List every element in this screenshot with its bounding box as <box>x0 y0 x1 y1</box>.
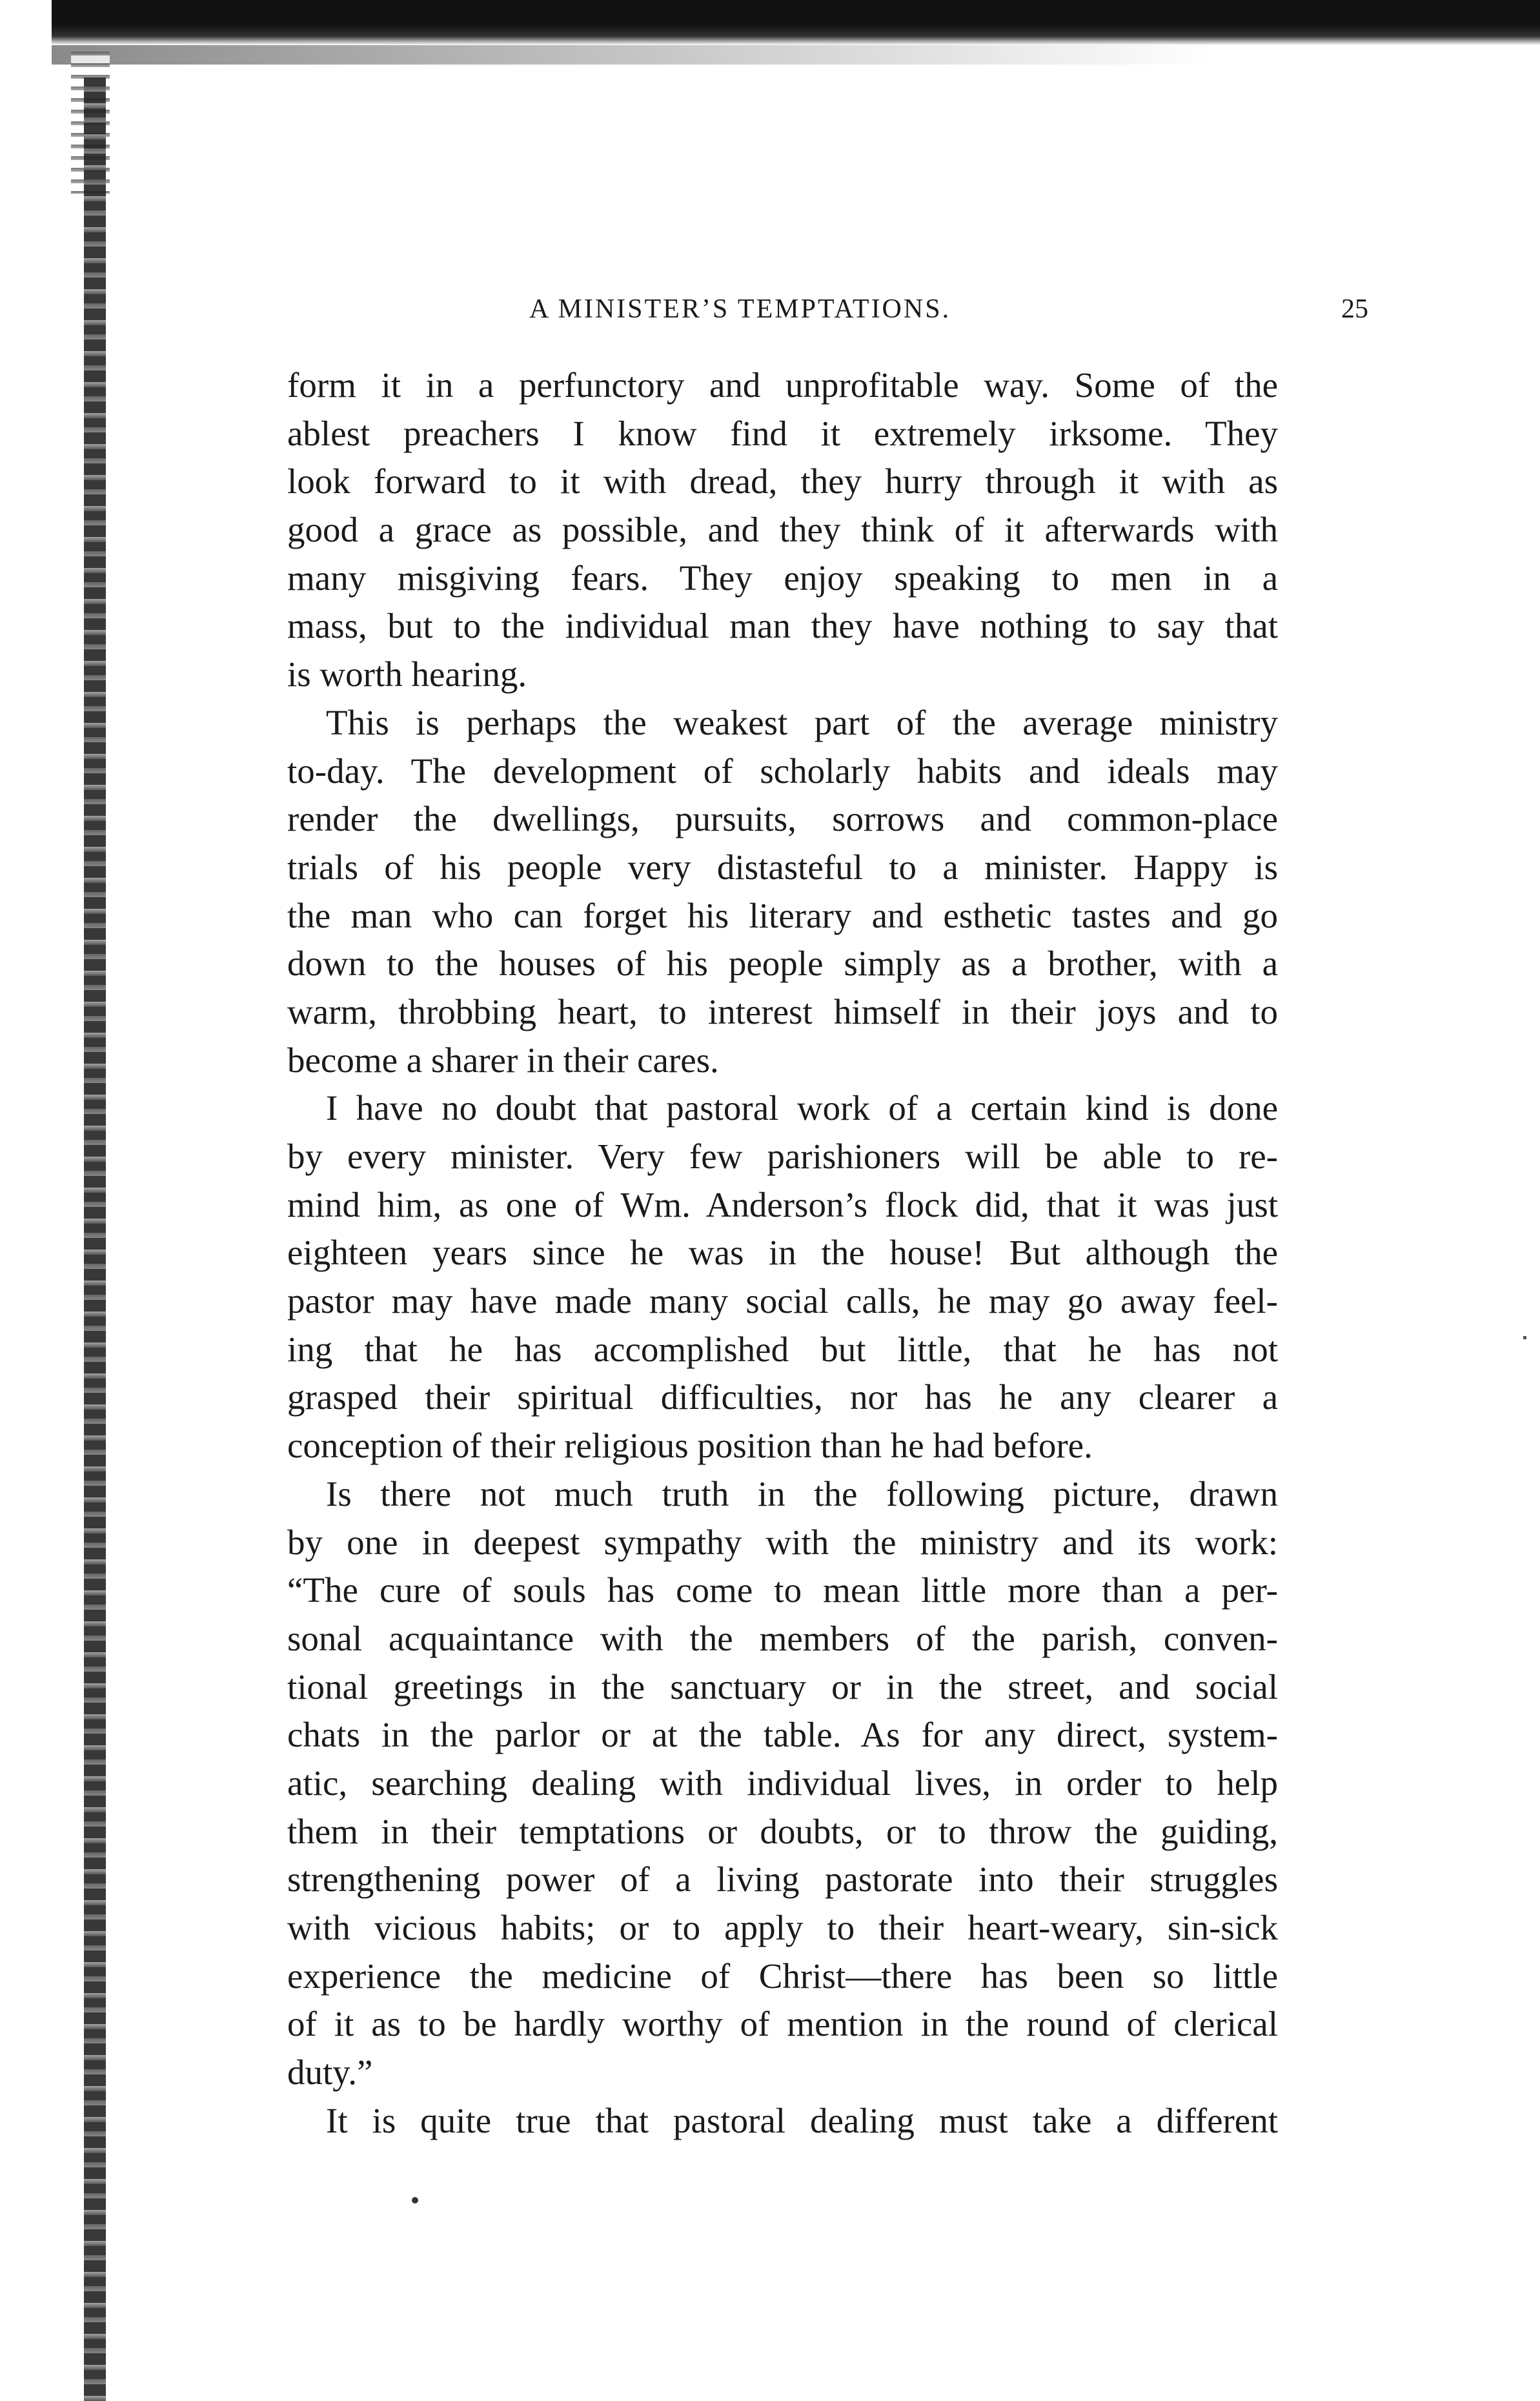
text-line: look forward to it with dread, they hurry through it with as <box>287 461 1278 501</box>
running-head: A MINISTER’S TEMPTATIONS. <box>529 294 951 324</box>
text-line: “The cure of souls has come to mean little more than a per- <box>287 1570 1278 1610</box>
page-number: 25 <box>1341 294 1368 324</box>
text-line: to-day. The development of scholarly habits and ideals may <box>287 751 1278 791</box>
text-line: many misgiving fears. They enjoy speaking to men in a <box>287 558 1278 598</box>
ink-speck <box>412 2197 418 2203</box>
scan-top-shadow <box>52 45 1213 65</box>
text-line: by one in deepest sympathy with the ministry and its work: <box>287 1522 1278 1562</box>
paragraph-1 <box>287 361 1278 699</box>
text-line: experience the medicine of Christ—there has been so little <box>287 1956 1278 1996</box>
text-line: mind him, as one of Wm. Anderson’s flock did, that it was just <box>287 1184 1278 1224</box>
text-line: This is perhaps the weakest part of the average ministry <box>326 702 1278 742</box>
scan-top-border <box>52 0 1540 45</box>
text-line: become a sharer in their cares. <box>287 1040 719 1080</box>
text-line: atic, searching dealing with individual lives, in order to help <box>287 1763 1278 1803</box>
text-line: It is quite true that pastoral dealing must take a different <box>326 2100 1278 2140</box>
text-line: I have no doubt that pastoral work of a certain kind is done <box>326 1088 1278 1128</box>
paragraph-5 <box>287 2097 1278 2145</box>
text-line: warm, throbbing heart, to interest himself in their joys and to <box>287 991 1278 1031</box>
scan-binding-edge <box>84 77 106 2401</box>
text-line: is worth hearing. <box>287 654 527 694</box>
text-line: the man who can forget his literary and esthetic tastes and go <box>287 895 1278 935</box>
text-line: tional greetings in the sanctuary or in the street, and social <box>287 1667 1278 1707</box>
text-line: by every minister. Very few parishioners will be able to re- <box>287 1137 1278 1176</box>
page-header <box>336 294 1368 332</box>
text-line: pastor may have made many social calls, he may go away feel- <box>287 1281 1278 1321</box>
paragraph-4 <box>287 1470 1278 2097</box>
text-line: down to the houses of his people simply as a brother, with a <box>287 944 1278 984</box>
text-line: trials of his people very distasteful to a minister. Happy is <box>287 847 1278 887</box>
text-line: eighteen years since he was in the house! But although the <box>287 1233 1278 1273</box>
text-line: grasped their spiritual difficulties, nor has he any clearer a <box>287 1377 1278 1417</box>
text-line: of it as to be hardly worthy of mention in the round of clerical <box>287 2004 1278 2044</box>
paragraph-3 <box>287 1084 1278 1470</box>
body-text <box>287 361 1278 2145</box>
text-line: strengthening power of a living pastorate into their struggles <box>287 1859 1278 1900</box>
ink-speck <box>1523 1336 1526 1339</box>
text-line: form it in a perfunctory and unprofitable way. Some of the <box>287 365 1278 405</box>
text-line: ablest preachers I know find it extremely irksome. They <box>287 413 1278 453</box>
text-line: with vicious habits; or to apply to their heart-weary, sin-sick <box>287 1908 1278 1947</box>
text-line: sonal acquaintance with the members of the parish, conven- <box>287 1618 1278 1658</box>
text-line: them in their temptations or doubts, or to throw the guiding, <box>287 1811 1278 1851</box>
text-line: mass, but to the individual man they have nothing to say that <box>287 606 1278 646</box>
text-line: Is there not much truth in the following picture, drawn <box>326 1474 1278 1514</box>
text-line: render the dwellings, pursuits, sorrows and common-place <box>287 799 1278 839</box>
text-line: chats in the parlor or at the table. As for any direct, system- <box>287 1715 1278 1755</box>
text-line: conception of their religious position than he had before. <box>287 1426 1093 1466</box>
text-line: good a grace as possible, and they think of it afterwards with <box>287 510 1278 550</box>
paragraph-2 <box>287 699 1278 1085</box>
text-line: duty.” <box>287 2052 373 2092</box>
text-line: ing that he has accomplished but little, that he has not <box>287 1329 1278 1369</box>
